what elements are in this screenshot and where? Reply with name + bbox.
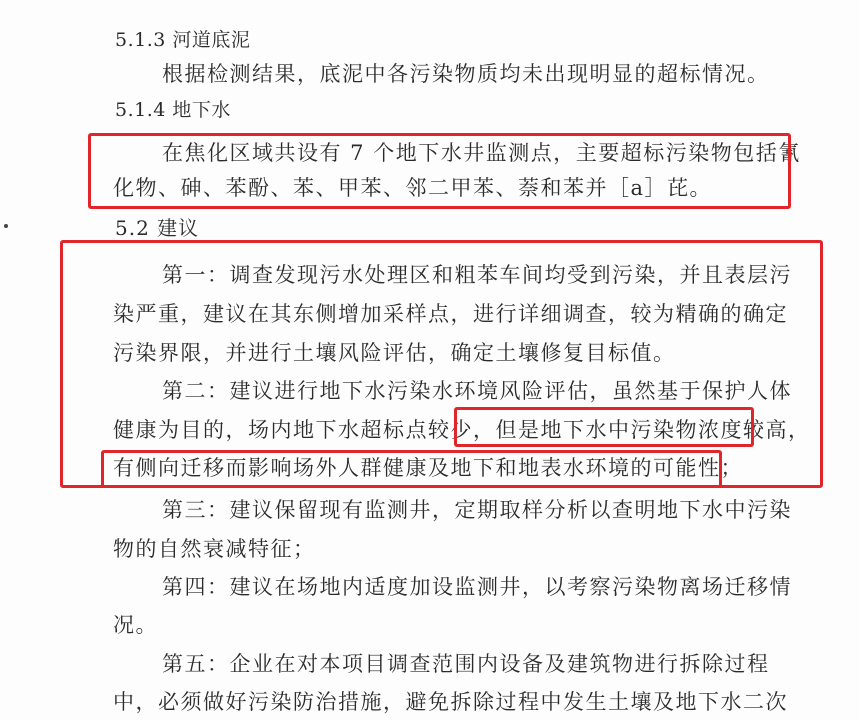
paragraph-line: 中，必须做好污染防治措施，避免拆除过程中发生土壤及地下水二次 — [113, 690, 788, 714]
highlight-box-migration — [101, 450, 722, 488]
paragraph-line: 有侧向迁移而影响场外人群健康及地下和地表水环境的可能性； — [113, 456, 743, 480]
paragraph-line: 根据检测结果，底泥中各污染物质均未出现明显的超标情况。 — [162, 62, 770, 86]
paragraph-line: 第二：建议进行地下水污染水环境风险评估，虽然基于保护人体 — [162, 379, 792, 403]
paragraph-line: 物的自然衰减特征； — [113, 537, 316, 561]
paragraph-line: 第一：调查发现污水处理区和粗苯车间均受到污染，并且表层污 — [162, 263, 792, 287]
paragraph-line: 在焦化区域共设有 7 个地下水井监测点，主要超标污染物包括氰 — [162, 141, 801, 165]
paragraph-line: 健康为目的，场内地下水超标点较少，但是地下水中污染物浓度较高， — [113, 418, 811, 442]
section-heading-5-1-4: 5.1.4 地下水 — [115, 99, 231, 121]
paragraph-line: 第四：建议在场地内适度加设监测井，以考察污染物离场迁移情 — [162, 575, 792, 599]
highlight-box-concentration — [454, 407, 754, 447]
paragraph-line: 染严重，建议在其东侧增加采样点，进行详细调查，较为精确的确定 — [113, 302, 788, 326]
section-heading-5-2: 5.2 建议 — [115, 216, 200, 240]
margin-dot — [4, 224, 8, 228]
paragraph-line: 第五：企业在对本项目调查范围内设备及建筑物进行拆除过程 — [162, 652, 770, 676]
paragraph-line: 化物、砷、苯酚、苯、甲苯、邻二甲苯、萘和苯并［a］芘。 — [113, 176, 713, 200]
highlight-box-groundwater — [88, 133, 791, 209]
section-heading-5-1-3: 5.1.3 河道底泥 — [115, 29, 251, 51]
paragraph-line: 第三：建议保留现有监测井，定期取样分析以查明地下水中污染 — [162, 498, 792, 522]
paragraph-line: 污染界限，并进行土壤风险评估，确定土壤修复目标值。 — [113, 341, 676, 365]
paragraph-line: 况。 — [113, 613, 158, 637]
